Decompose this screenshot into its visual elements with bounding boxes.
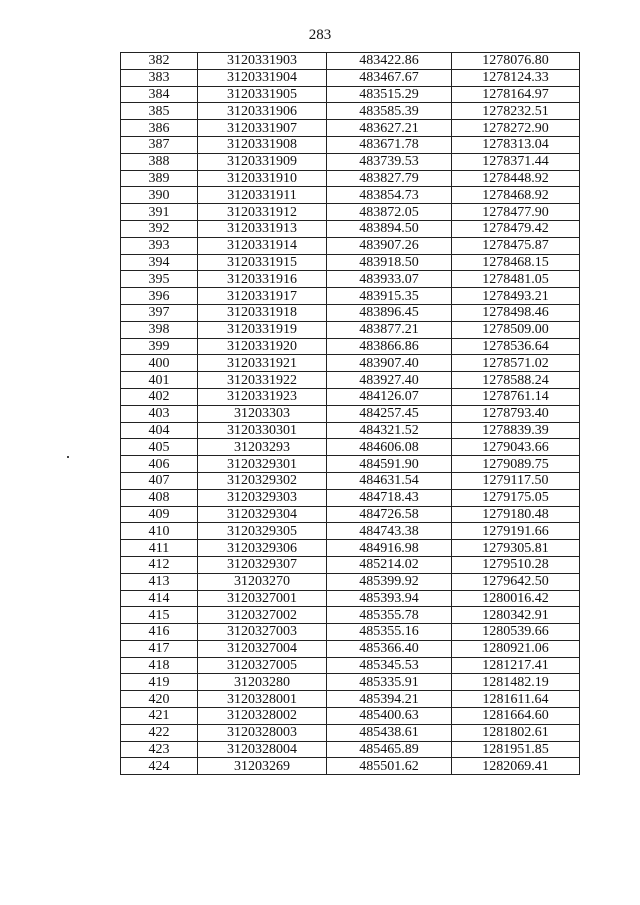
y-coordinate-cell: 1281482.19 (452, 674, 580, 691)
y-coordinate-cell: 1279180.48 (452, 506, 580, 523)
table-row (121, 708, 580, 725)
point-id-cell: 3120329305 (198, 523, 327, 540)
table-row (121, 288, 580, 305)
point-id-cell: 3120331916 (198, 271, 327, 288)
table-row (121, 53, 580, 70)
row-number-cell: 390 (121, 187, 198, 204)
point-id-cell: 3120329306 (198, 540, 327, 557)
y-coordinate-cell: 1279510.28 (452, 556, 580, 573)
y-coordinate-cell: 1281664.60 (452, 708, 580, 725)
y-coordinate-cell: 1280016.42 (452, 590, 580, 607)
x-coordinate-cell: 485465.89 (327, 741, 452, 758)
point-id-cell: 3120331905 (198, 86, 327, 103)
x-coordinate-cell: 483827.79 (327, 170, 452, 187)
point-id-cell: 3120331908 (198, 136, 327, 153)
point-id-cell: 3120327001 (198, 590, 327, 607)
row-number-cell: 400 (121, 355, 198, 372)
x-coordinate-cell: 483907.26 (327, 237, 452, 254)
y-coordinate-cell: 1278468.15 (452, 254, 580, 271)
row-number-cell: 409 (121, 506, 198, 523)
row-number-cell: 389 (121, 170, 198, 187)
row-number-cell: 388 (121, 153, 198, 170)
row-number-cell: 418 (121, 657, 198, 674)
row-number-cell: 405 (121, 439, 198, 456)
point-id-cell: 3120331918 (198, 304, 327, 321)
row-number-cell: 392 (121, 220, 198, 237)
y-coordinate-cell: 1278588.24 (452, 372, 580, 389)
y-coordinate-cell: 1279191.66 (452, 523, 580, 540)
x-coordinate-cell: 484631.54 (327, 472, 452, 489)
row-number-cell: 407 (121, 472, 198, 489)
x-coordinate-cell: 485366.40 (327, 640, 452, 657)
point-id-cell: 3120329304 (198, 506, 327, 523)
table-row (121, 355, 580, 372)
table-row (121, 724, 580, 741)
table-row (121, 204, 580, 221)
y-coordinate-cell: 1282069.41 (452, 758, 580, 775)
x-coordinate-cell: 484257.45 (327, 405, 452, 422)
y-coordinate-cell: 1278468.92 (452, 187, 580, 204)
x-coordinate-cell: 485400.63 (327, 708, 452, 725)
y-coordinate-cell: 1278481.05 (452, 271, 580, 288)
x-coordinate-cell: 483854.73 (327, 187, 452, 204)
x-coordinate-cell: 485355.16 (327, 624, 452, 641)
row-number-cell: 382 (121, 53, 198, 70)
y-coordinate-cell: 1279175.05 (452, 489, 580, 506)
row-number-cell: 420 (121, 691, 198, 708)
x-coordinate-cell: 483585.39 (327, 103, 452, 120)
table-row (121, 506, 580, 523)
table-row (121, 523, 580, 540)
point-id-cell: 3120331915 (198, 254, 327, 271)
x-coordinate-cell: 483918.50 (327, 254, 452, 271)
point-id-cell: 31203303 (198, 405, 327, 422)
y-coordinate-cell: 1279305.81 (452, 540, 580, 557)
row-number-cell: 384 (121, 86, 198, 103)
x-coordinate-cell: 485399.92 (327, 573, 452, 590)
point-id-cell: 3120331907 (198, 120, 327, 137)
page-number: 283 (308, 27, 332, 43)
table-row (121, 674, 580, 691)
x-coordinate-cell: 483933.07 (327, 271, 452, 288)
table-row (121, 691, 580, 708)
table-row (121, 456, 580, 473)
y-coordinate-cell: 1278124.33 (452, 69, 580, 86)
x-coordinate-cell: 483894.50 (327, 220, 452, 237)
x-coordinate-cell: 483907.40 (327, 355, 452, 372)
x-coordinate-cell: 483671.78 (327, 136, 452, 153)
table-row (121, 254, 580, 271)
point-id-cell: 3120331914 (198, 237, 327, 254)
y-coordinate-cell: 1281611.64 (452, 691, 580, 708)
x-coordinate-cell: 484606.08 (327, 439, 452, 456)
row-number-cell: 414 (121, 590, 198, 607)
point-id-cell: 3120327004 (198, 640, 327, 657)
table-row (121, 69, 580, 86)
x-coordinate-cell: 484743.38 (327, 523, 452, 540)
y-coordinate-cell: 1279089.75 (452, 456, 580, 473)
row-number-cell: 408 (121, 489, 198, 506)
point-id-cell: 3120331910 (198, 170, 327, 187)
row-number-cell: 386 (121, 120, 198, 137)
table-row (121, 372, 580, 389)
row-number-cell: 421 (121, 708, 198, 725)
table-row (121, 439, 580, 456)
x-coordinate-cell: 484726.58 (327, 506, 452, 523)
row-number-cell: 424 (121, 758, 198, 775)
y-coordinate-cell: 1278164.97 (452, 86, 580, 103)
point-id-cell: 3120331922 (198, 372, 327, 389)
row-number-cell: 398 (121, 321, 198, 338)
row-number-cell: 404 (121, 422, 198, 439)
row-number-cell: 406 (121, 456, 198, 473)
point-id-cell: 31203280 (198, 674, 327, 691)
table-row (121, 556, 580, 573)
point-id-cell: 3120329303 (198, 489, 327, 506)
point-id-cell: 3120331920 (198, 338, 327, 355)
table-row (121, 153, 580, 170)
point-id-cell: 3120331923 (198, 388, 327, 405)
y-coordinate-cell: 1278536.64 (452, 338, 580, 355)
x-coordinate-cell: 484718.43 (327, 489, 452, 506)
point-id-cell: 3120329301 (198, 456, 327, 473)
row-number-cell: 383 (121, 69, 198, 86)
x-coordinate-cell: 485438.61 (327, 724, 452, 741)
point-id-cell: 3120328001 (198, 691, 327, 708)
y-coordinate-cell: 1278477.90 (452, 204, 580, 221)
table-row (121, 422, 580, 439)
table-row (121, 657, 580, 674)
point-id-cell: 3120327005 (198, 657, 327, 674)
point-id-cell: 3120331919 (198, 321, 327, 338)
row-number-cell: 412 (121, 556, 198, 573)
x-coordinate-cell: 484916.98 (327, 540, 452, 557)
x-coordinate-cell: 485501.62 (327, 758, 452, 775)
row-number-cell: 413 (121, 573, 198, 590)
table-row (121, 405, 580, 422)
x-coordinate-cell: 484321.52 (327, 422, 452, 439)
y-coordinate-cell: 1278479.42 (452, 220, 580, 237)
row-number-cell: 402 (121, 388, 198, 405)
row-number-cell: 410 (121, 523, 198, 540)
y-coordinate-cell: 1278371.44 (452, 153, 580, 170)
table-row (121, 573, 580, 590)
row-number-cell: 423 (121, 741, 198, 758)
x-coordinate-cell: 483627.21 (327, 120, 452, 137)
table-row (121, 640, 580, 657)
point-id-cell: 3120331906 (198, 103, 327, 120)
table-row (121, 170, 580, 187)
stray-mark (67, 456, 69, 458)
row-number-cell: 394 (121, 254, 198, 271)
x-coordinate-cell: 483866.86 (327, 338, 452, 355)
point-id-cell: 3120327003 (198, 624, 327, 641)
y-coordinate-cell: 1278493.21 (452, 288, 580, 305)
row-number-cell: 422 (121, 724, 198, 741)
table-row (121, 590, 580, 607)
y-coordinate-cell: 1278793.40 (452, 405, 580, 422)
x-coordinate-cell: 483515.29 (327, 86, 452, 103)
x-coordinate-cell: 484126.07 (327, 388, 452, 405)
table-row (121, 86, 580, 103)
table-row (121, 103, 580, 120)
row-number-cell: 415 (121, 607, 198, 624)
y-coordinate-cell: 1279117.50 (452, 472, 580, 489)
x-coordinate-cell: 483896.45 (327, 304, 452, 321)
point-id-cell: 3120331921 (198, 355, 327, 372)
table-row (121, 540, 580, 557)
x-coordinate-cell: 483739.53 (327, 153, 452, 170)
y-coordinate-cell: 1278232.51 (452, 103, 580, 120)
point-id-cell: 3120329307 (198, 556, 327, 573)
row-number-cell: 393 (121, 237, 198, 254)
point-id-cell: 3120329302 (198, 472, 327, 489)
y-coordinate-cell: 1278313.04 (452, 136, 580, 153)
y-coordinate-cell: 1281217.41 (452, 657, 580, 674)
point-id-cell: 3120331903 (198, 53, 327, 70)
x-coordinate-cell: 485355.78 (327, 607, 452, 624)
point-id-cell: 3120331917 (198, 288, 327, 305)
point-id-cell: 3120330301 (198, 422, 327, 439)
x-coordinate-cell: 483872.05 (327, 204, 452, 221)
row-number-cell: 387 (121, 136, 198, 153)
y-coordinate-cell: 1278509.00 (452, 321, 580, 338)
table-row (121, 187, 580, 204)
row-number-cell: 397 (121, 304, 198, 321)
row-number-cell: 395 (121, 271, 198, 288)
y-coordinate-cell: 1281951.85 (452, 741, 580, 758)
x-coordinate-cell: 483877.21 (327, 321, 452, 338)
point-id-cell: 3120331911 (198, 187, 327, 204)
row-number-cell: 419 (121, 674, 198, 691)
row-number-cell: 385 (121, 103, 198, 120)
point-id-cell: 3120331904 (198, 69, 327, 86)
x-coordinate-cell: 485345.53 (327, 657, 452, 674)
table-row (121, 338, 580, 355)
table-row (121, 624, 580, 641)
point-id-cell: 31203269 (198, 758, 327, 775)
x-coordinate-cell: 483927.40 (327, 372, 452, 389)
table-row (121, 607, 580, 624)
point-id-cell: 3120328004 (198, 741, 327, 758)
table-row (121, 220, 580, 237)
coordinate-table (120, 52, 580, 775)
table-body (121, 53, 580, 775)
y-coordinate-cell: 1278761.14 (452, 388, 580, 405)
y-coordinate-cell: 1280342.91 (452, 607, 580, 624)
point-id-cell: 3120331909 (198, 153, 327, 170)
x-coordinate-cell: 484591.90 (327, 456, 452, 473)
x-coordinate-cell: 485393.94 (327, 590, 452, 607)
row-number-cell: 403 (121, 405, 198, 422)
y-coordinate-cell: 1278839.39 (452, 422, 580, 439)
x-coordinate-cell: 483422.86 (327, 53, 452, 70)
row-number-cell: 416 (121, 624, 198, 641)
row-number-cell: 401 (121, 372, 198, 389)
x-coordinate-cell: 485214.02 (327, 556, 452, 573)
row-number-cell: 399 (121, 338, 198, 355)
point-id-cell: 31203270 (198, 573, 327, 590)
table-row (121, 136, 580, 153)
table-row (121, 271, 580, 288)
x-coordinate-cell: 485394.21 (327, 691, 452, 708)
y-coordinate-cell: 1278498.46 (452, 304, 580, 321)
y-coordinate-cell: 1281802.61 (452, 724, 580, 741)
table-row (121, 304, 580, 321)
row-number-cell: 396 (121, 288, 198, 305)
y-coordinate-cell: 1279642.50 (452, 573, 580, 590)
table-row (121, 388, 580, 405)
table-row (121, 321, 580, 338)
y-coordinate-cell: 1278076.80 (452, 53, 580, 70)
x-coordinate-cell: 485335.91 (327, 674, 452, 691)
table-row (121, 472, 580, 489)
table-row (121, 741, 580, 758)
point-id-cell: 31203293 (198, 439, 327, 456)
y-coordinate-cell: 1278272.90 (452, 120, 580, 137)
point-id-cell: 3120331912 (198, 204, 327, 221)
table-row (121, 758, 580, 775)
y-coordinate-cell: 1278448.92 (452, 170, 580, 187)
y-coordinate-cell: 1278475.87 (452, 237, 580, 254)
y-coordinate-cell: 1280921.06 (452, 640, 580, 657)
point-id-cell: 3120328003 (198, 724, 327, 741)
x-coordinate-cell: 483915.35 (327, 288, 452, 305)
x-coordinate-cell: 483467.67 (327, 69, 452, 86)
y-coordinate-cell: 1278571.02 (452, 355, 580, 372)
table-row (121, 237, 580, 254)
table-row (121, 120, 580, 137)
row-number-cell: 391 (121, 204, 198, 221)
table-row (121, 489, 580, 506)
y-coordinate-cell: 1279043.66 (452, 439, 580, 456)
row-number-cell: 411 (121, 540, 198, 557)
point-id-cell: 3120331913 (198, 220, 327, 237)
y-coordinate-cell: 1280539.66 (452, 624, 580, 641)
point-id-cell: 3120327002 (198, 607, 327, 624)
point-id-cell: 3120328002 (198, 708, 327, 725)
row-number-cell: 417 (121, 640, 198, 657)
